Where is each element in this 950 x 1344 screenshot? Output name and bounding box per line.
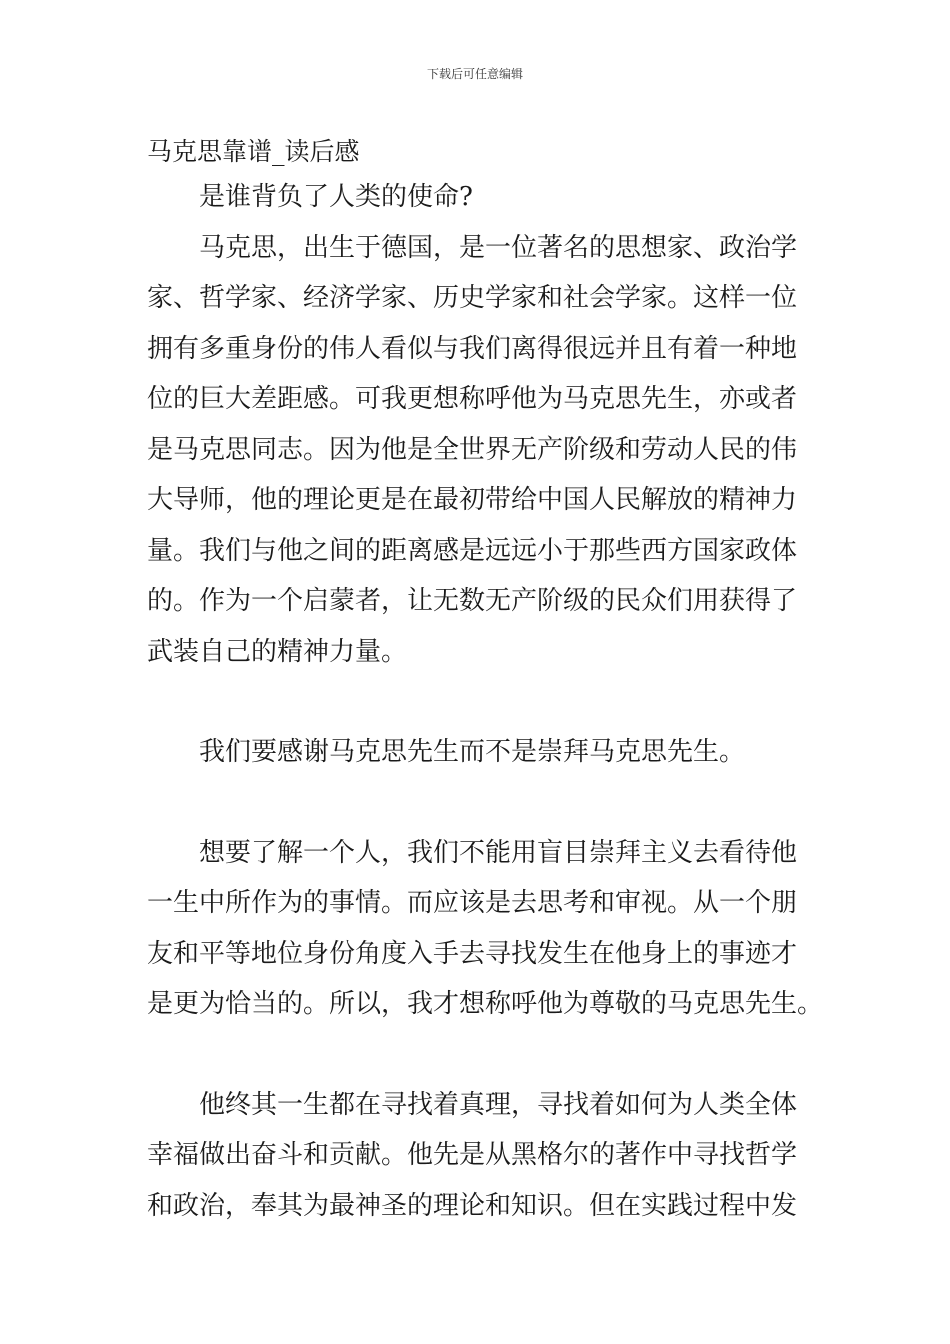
paragraph-line: 想要了解一个人，我们不能用盲目崇拜主义去看待他	[199, 837, 798, 868]
paragraph-gap	[147, 1030, 807, 1080]
paragraph-line: 的。作为一个启蒙者，让无数无产阶级的民众们用获得了	[147, 586, 798, 616]
paragraph-line: 马克思，出生于德国，是一位著名的思想家、政治学	[199, 232, 798, 263]
paragraph-introduction	[147, 223, 807, 678]
paragraph-line: 武装自己的精神力量。	[147, 636, 408, 667]
paragraph-truth	[147, 1080, 807, 1232]
paragraph-line: 幸福做出奋斗和贡献。他先是从黑格尔的著作中寻找哲学	[147, 1140, 798, 1170]
paragraph-line: 家、哲学家、经济学家、历史学家和社会学家。这样一位	[147, 283, 798, 313]
document-body	[147, 132, 824, 1231]
paragraph-question	[147, 172, 807, 223]
paragraph-gap	[147, 778, 807, 828]
paragraph-thanks	[147, 727, 807, 778]
paragraph-line: 量。我们与他之间的距离感是远远小于那些西方国家政体	[147, 535, 798, 566]
document-title: 马克思靠谱_读后感	[147, 137, 360, 166]
page-header: 下载后可任意编辑	[426, 67, 523, 81]
paragraph-line: 他终其一生都在寻找着真理，寻找着如何为人类全体	[199, 1089, 798, 1120]
paragraph-line: 和政治，奉其为最神圣的理论和知识。但在实践过程中发	[147, 1190, 798, 1221]
paragraph-line: 我们要感谢马克思先生而不是崇拜马克思先生。	[199, 737, 746, 767]
paragraph-understanding	[147, 828, 824, 1030]
paragraph-line: 是谁背负了人类的使命?	[199, 182, 473, 212]
paragraph-line: 拥有多重身份的伟人看似与我们离得很远并且有着一种地	[147, 333, 798, 364]
paragraph-line: 一生中所作为的事情。而应该是去思考和审视。从一个朋	[147, 888, 798, 918]
paragraph-line: 位的巨大差距感。可我更想称呼他为马克思先生，亦或者	[147, 384, 798, 414]
paragraph-gap	[147, 677, 807, 727]
paragraph-line: 是马克思同志。因为他是全世界无产阶级和劳动人民的伟	[147, 434, 798, 465]
paragraph-line: 是更为恰当的。所以，我才想称呼他为尊敬的马克思先生。	[147, 989, 824, 1019]
paragraph-line: 大导师，他的理论更是在最初带给中国人民解放的精神力	[147, 485, 798, 515]
paragraph-line: 友和平等地位身份角度入手去寻找发生在他身上的事迹才	[147, 938, 798, 969]
